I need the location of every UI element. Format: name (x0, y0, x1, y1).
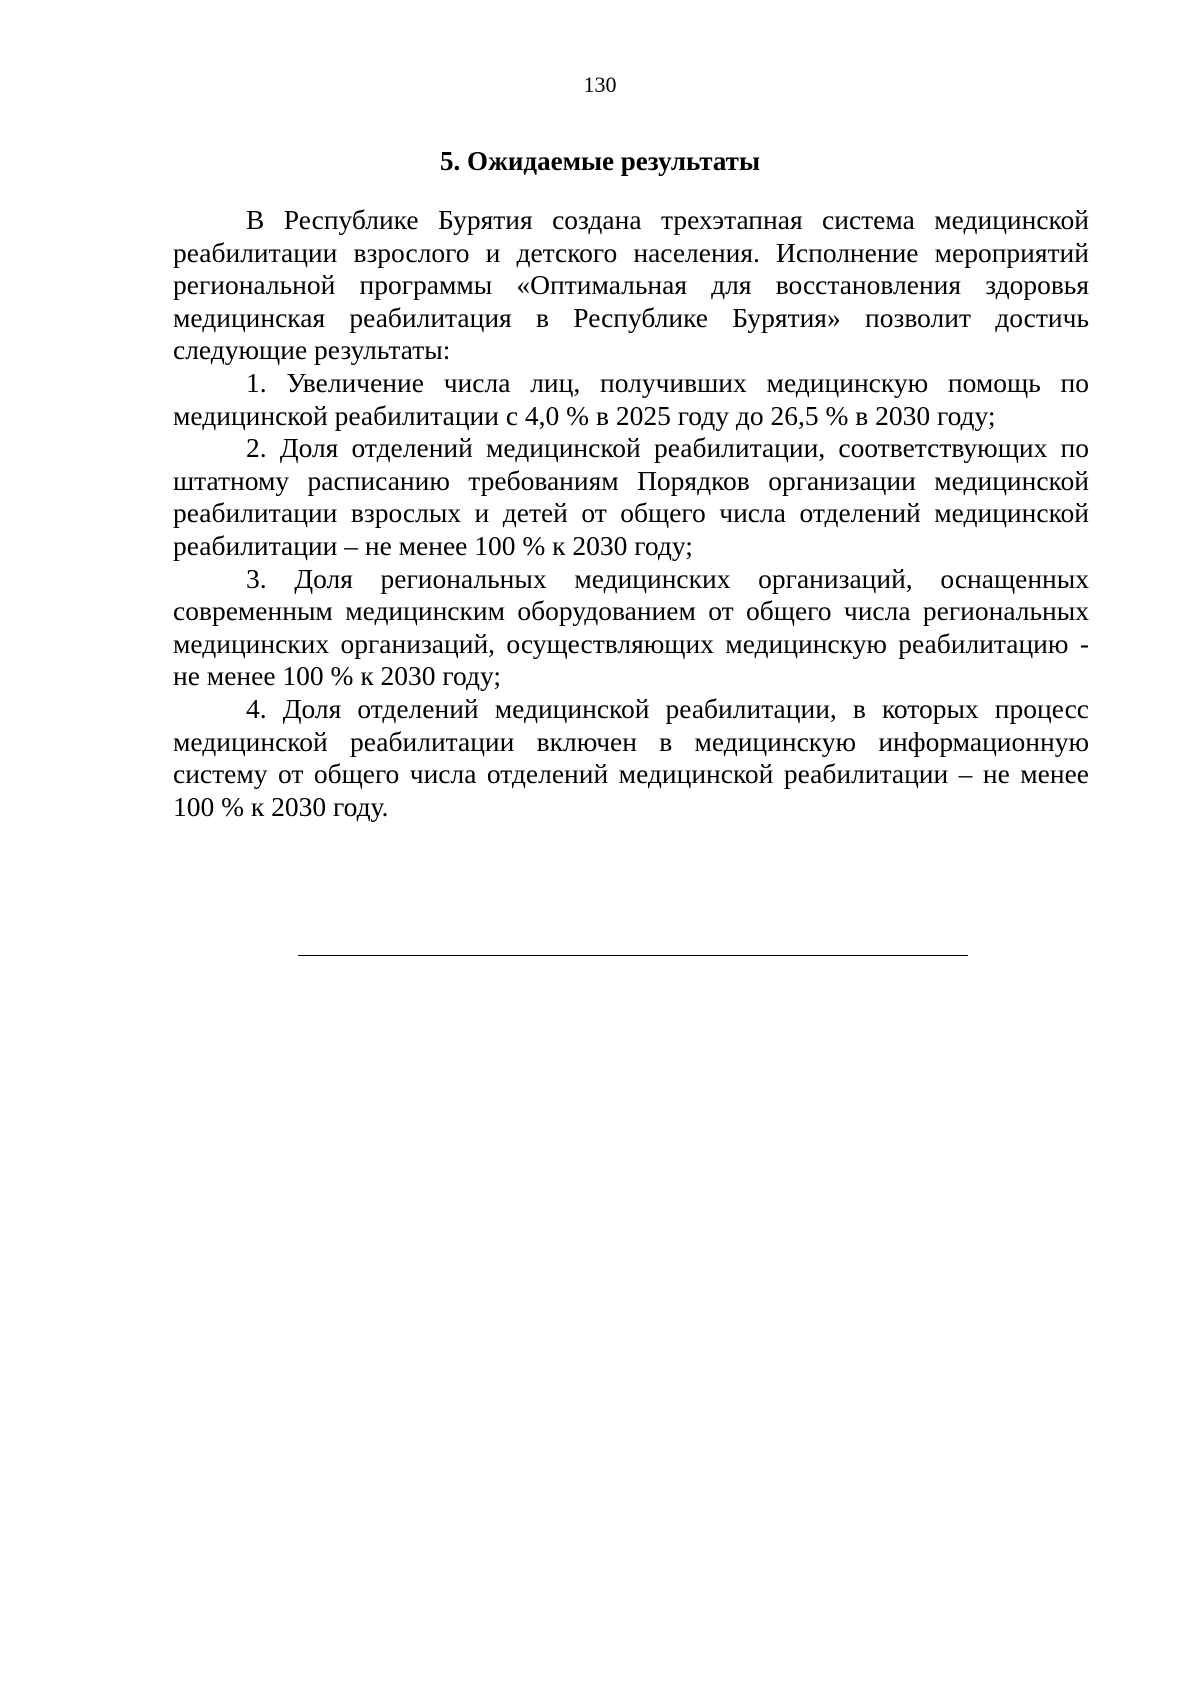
section-heading: 5. Ожидаемые результаты (439, 146, 761, 176)
end-of-document-line (298, 955, 968, 956)
result-item-1: 1. Увеличение числа лиц, получивших медицинскую помощь по медицинской реабилитации с 4,0 % в 2025 году до 26,5 % в 2030 году; (173, 366, 1089, 431)
intro-paragraph: В Республике Бурятия создана трехэтапная система медицинской реабилитации взрослого и детского населения. Исполнение мероприятий региональной программы «Оптимальная для восстановления здоровья медицинская реабилитация в Республике Бурятия» позволит достичь следующие результаты: (173, 204, 1089, 366)
result-item-3: 3. Доля региональных медицинских организаций, оснащенных современным медицинским оборудованием от общего числа региональных медицинских организаций, осуществляющих медицинскую реабилитацию - не менее 100 % к 2030 году; (173, 562, 1089, 692)
page-number: 130 (583, 72, 617, 97)
result-item-2: 2. Доля отделений медицинской реабилитации, соответствующих по штатному расписанию требованиям Порядков организации медицинской реабилитации взрослых и детей от общего числа отделений медицинской реабилитации – не менее 100 % к 2030 году; (173, 432, 1089, 561)
result-item-4: 4. Доля отделений медицинской реабилитации, в которых процесс медицинской реабилитации включен в медицинскую информационную систему от общего числа отделений медицинской реабилитации – не менее 100 % к 2030 году. (173, 692, 1089, 822)
section-body (173, 204, 1089, 823)
